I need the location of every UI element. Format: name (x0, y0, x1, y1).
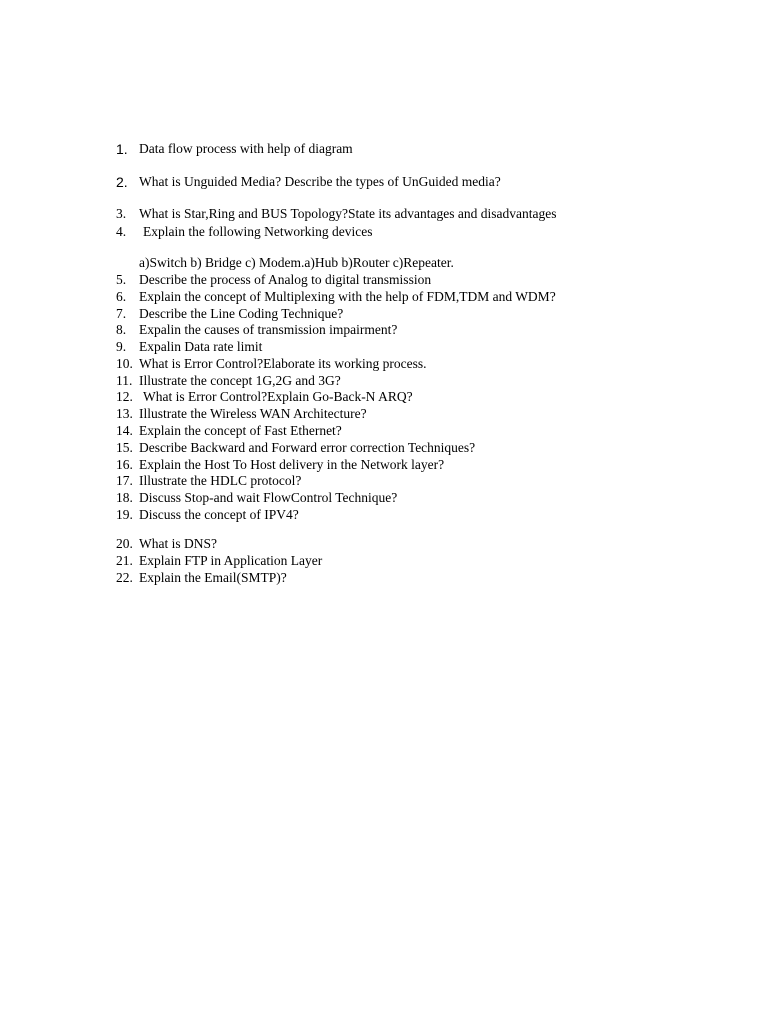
question-text: Describe the process of Analog to digital transmission (139, 272, 432, 287)
question-number: 10. (116, 356, 133, 371)
question-number: 13. (116, 406, 133, 421)
question-text: Explain the Email(SMTP)? (139, 570, 287, 585)
question-text: Explain the Host To Host delivery in the Network layer? (139, 457, 445, 472)
question-text: Illustrate the Wireless WAN Architecture? (139, 406, 367, 421)
question-number: 20. (116, 536, 133, 551)
question-text: Describe Backward and Forward error correction Techniques? (139, 440, 476, 455)
question-text: Explain the following Networking devices (143, 224, 373, 239)
question-text: What is Star,Ring and BUS Topology?State its advantages and disadvantages (139, 206, 557, 221)
question-number: 11. (116, 373, 133, 388)
question-number: 7. (116, 306, 127, 321)
question-text: Explain the concept of Fast Ethernet? (139, 423, 342, 438)
question-number: 6. (116, 289, 127, 304)
question-text: Discuss Stop-and wait FlowControl Technique? (139, 490, 398, 505)
question-text: Illustrate the concept 1G,2G and 3G? (139, 373, 341, 388)
question-text: Expalin Data rate limit (139, 339, 263, 354)
question-number: 1. (116, 141, 128, 157)
question-number: 18. (116, 490, 133, 505)
question-text: Describe the Line Coding Technique? (139, 306, 344, 321)
question-text: What is Error Control?Elaborate its working process. (139, 356, 427, 371)
question-number: 5. (116, 272, 127, 287)
question-text: What is DNS? (139, 536, 217, 551)
question-text: Discuss the concept of IPV4? (139, 507, 299, 522)
question-text: Illustrate the HDLC protocol? (139, 473, 302, 488)
question-text: What is Unguided Media? Describe the types of UnGuided media? (139, 174, 501, 189)
question-number: 14. (116, 423, 133, 438)
question-number: 22. (116, 570, 133, 585)
question-text: Explain the concept of Multiplexing with the help of FDM,TDM and WDM? (139, 289, 556, 304)
question-text: Data flow process with help of diagram (139, 141, 353, 156)
question-number: 12. (116, 389, 133, 404)
question-number: 19. (116, 507, 133, 522)
question-number: 2. (116, 174, 128, 190)
question-number: 15. (116, 440, 133, 455)
question-number: 16. (116, 457, 133, 472)
question-text: Explain FTP in Application Layer (139, 553, 323, 568)
question-number: 3. (116, 206, 127, 221)
question-number: 21. (116, 553, 133, 568)
question-text: Expalin the causes of transmission impairment? (139, 322, 398, 337)
question-number: 9. (116, 339, 127, 354)
question-text: What is Error Control?Explain Go-Back-N ARQ? (143, 389, 413, 404)
question-text: a)Switch b) Bridge c) Modem.a)Hub b)Router c)Repeater. (139, 255, 454, 270)
question-number: 8. (116, 322, 127, 337)
question-number: 17. (116, 473, 133, 488)
question-number: 4. (116, 224, 127, 239)
